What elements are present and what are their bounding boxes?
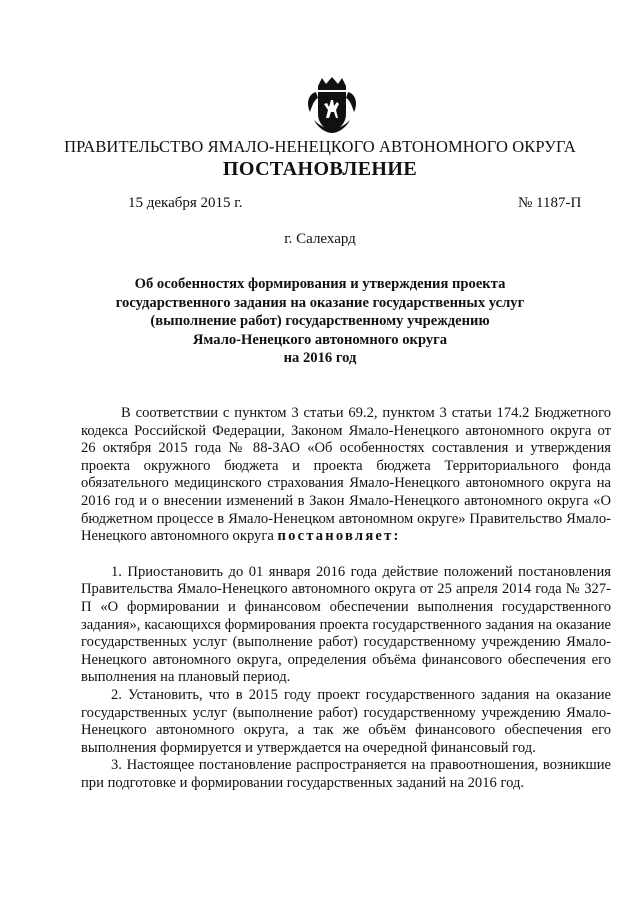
item-paragraph-2: 2. Установить, что в 2015 году проект государственного задания на оказание государственных услуг (выполнение работ) государственному учреждению Ямало-Ненецкого автономного округа, а так же объём финансового обеспечения его выполнения формируется и утверждается на очередной финансовый год.: [81, 686, 611, 756]
title-line: Об особенностях формирования и утверждения проекта: [134, 276, 506, 292]
document-body: [81, 405, 611, 792]
document-city: г. Салехард: [284, 231, 356, 247]
government-name: ПРАВИТЕЛЬСТВО ЯМАЛО-НЕНЕЦКОГО АВТОНОМНОГО ОКРУГА: [64, 137, 576, 156]
title-line: (выполнение работ) государственному учреждению: [150, 313, 490, 330]
preamble-text: В соответствии с пунктом 3 статьи 69.2, пунктом 3 статьи 174.2 Бюджетного кодекса Российской Федерации, Законом Ямало-Ненецкого автономного округа от 26 октября 2015 года № 88-ЗАО «Об особенностях составления и утверждения проекта окружного бюджета и проекта бюджета Территориального фонда обязательного медицинского страхования Ямало-Ненецкого автономного округа на 2016 год и о внесении изменений в Закон Ямало-Ненецкого автономного округа «О бюджетном процессе в Ямало-Ненецком автономном округе» Правительство Ямало-Ненецкого автономного округа: [81, 405, 611, 545]
document-number: № 1187-П: [518, 195, 582, 211]
decree-word: постановляет:: [277, 528, 401, 545]
title-line: Ямало-Ненецкого автономного округа: [192, 331, 448, 348]
title-line: на 2016 год: [283, 350, 357, 367]
item-paragraph-3: 3. Настоящее постановление распространяется на правоотношения, возникшие при подготовке и формировании государственных заданий на 2016 год.: [81, 757, 611, 791]
document-title: [60, 275, 580, 368]
document-date: 15 декабря 2015 г.: [128, 195, 243, 211]
item-paragraph-1: 1. Приостановить до 01 января 2016 года действие положений постановления Правительства Ямало-Ненецкого автономного округа от 25 апреля 2014 года № 327-П «О формировании и финансовом обеспечении выполнения государственного задания», касающихся формирования проекта государственного задания на оказание государственных услуг (выполнение работ) государственному учреждению Ямало-Ненецкого автономного округа, определения объёма финансового обеспечения его выполнения на плановый период.: [81, 563, 611, 686]
document-type: ПОСТАНОВЛЕНИЕ: [222, 158, 418, 180]
title-line: государственного задания на оказание государственных услуг: [115, 294, 525, 311]
coat-of-arms-icon: [304, 76, 360, 134]
preamble-paragraph: [81, 405, 611, 546]
